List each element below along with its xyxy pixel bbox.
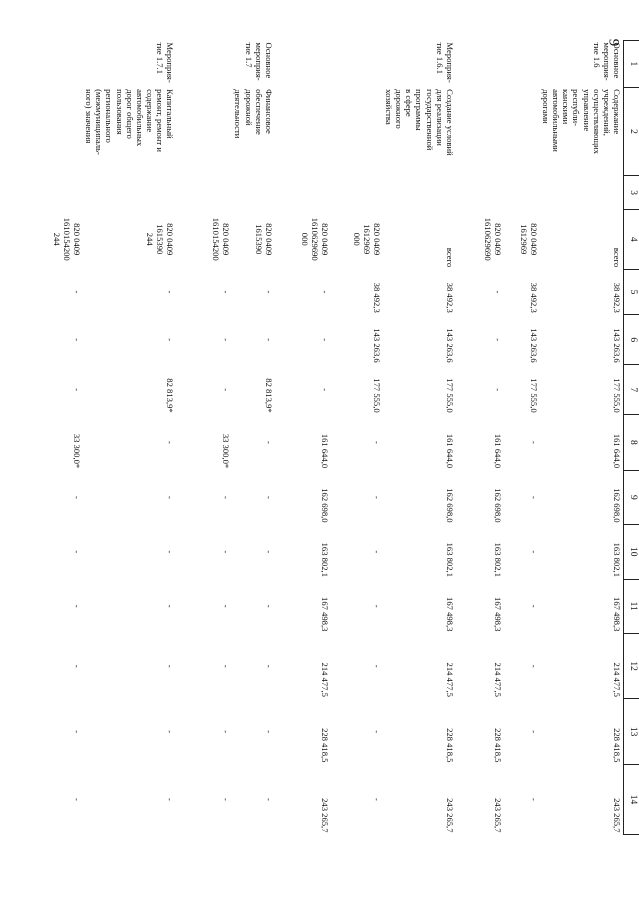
table-cell-col13: 228 418,5 <box>492 728 503 763</box>
table-cell-col3 <box>464 176 504 209</box>
table-cell-col12: - <box>528 664 539 668</box>
table-cell-col12: - <box>165 664 176 668</box>
table-cell-col4: 820 0409 1615390 244 <box>145 223 176 256</box>
table-cell-col2: Финансовое обеспечение дорожной деятельности <box>233 89 274 139</box>
table-cell-col14: - <box>165 798 176 801</box>
header-cell: 5 <box>624 269 639 315</box>
table-cell-col5: - <box>492 290 503 294</box>
table-cell-col13: - <box>72 730 83 734</box>
table-cell-col14: 243 265,7 <box>612 798 622 833</box>
table-cell-col4: 820 0409 1610154200 244 <box>51 217 83 261</box>
table-cell-col2 <box>504 87 540 176</box>
table-cell-col13: - <box>528 730 539 734</box>
table-cell-col9: 162 698,0 <box>612 488 622 523</box>
header-cell: 2 <box>624 87 639 176</box>
table-cell-col3 <box>540 176 624 209</box>
table-cell-col6: 143 263,6 <box>612 328 622 363</box>
table-cell-col4: 820 0409 1612969 <box>518 223 539 256</box>
header-cell: 8 <box>624 415 639 471</box>
rotated-page <box>51 40 639 835</box>
table-row <box>232 41 283 835</box>
table-cell-col11: - <box>263 604 274 608</box>
table-cell-col7: - <box>72 388 83 392</box>
table-cell-col2: Содержание учреждений, осуществляющих управление республи- канскими автомобильными дорогами <box>541 89 622 154</box>
table-cell-col4: 820 0409 1610154200 <box>211 217 232 261</box>
table-cell-col7: 177 555,0 <box>444 378 455 413</box>
table-cell-col14: 243 265,7 <box>492 798 503 833</box>
table-cell-col10: - <box>371 550 382 554</box>
header-cell: 10 <box>624 525 639 579</box>
table-cell-col10: 163 802,1 <box>319 542 330 577</box>
table-cell-col6: - <box>165 338 176 342</box>
table-cell-col2: Капитальный ремонт, ремонт и содержание автомобильных дорог общего пользования регионального (межмуниципаль- ного) значения <box>84 89 176 155</box>
table-cell-col10: - <box>72 550 83 554</box>
table-row <box>33 41 83 835</box>
table-cell-col12: - <box>263 664 274 668</box>
table-cell-col1: Основное мероприя- тие 1.6 <box>591 42 622 81</box>
table-cell-col7: 177 555,0 <box>612 378 622 413</box>
table-body <box>33 38 623 835</box>
header-cell: 7 <box>624 365 639 415</box>
table-cell-col14: - <box>371 798 382 801</box>
table-cell-col6: - <box>319 338 330 342</box>
table-cell-col6: 143 263,6 <box>371 328 382 363</box>
table-cell-col1 <box>504 41 540 88</box>
table-cell-col6: - <box>492 338 503 342</box>
table-row <box>331 41 383 835</box>
table-row <box>464 41 504 835</box>
table-cell-col1: Мероприя- тие 1.7.1 <box>155 42 176 83</box>
header-cell: 9 <box>624 470 639 524</box>
header-cell: 12 <box>624 633 639 699</box>
table-row <box>383 41 464 835</box>
header-cell: 6 <box>624 315 639 365</box>
table-cell-col9: - <box>371 495 382 499</box>
table-cell-col8: 161 644,0 <box>612 433 622 469</box>
table-cell-col10: 163 802,1 <box>492 542 503 577</box>
table-cell-col1 <box>283 41 331 88</box>
table-cell-col6: - <box>72 338 83 342</box>
table-cell-col14: - <box>72 798 83 801</box>
table-cell-col2 <box>464 87 504 176</box>
table-cell-col5: - <box>165 290 176 294</box>
table-row <box>184 41 232 835</box>
table-cell-col3 <box>504 176 540 209</box>
table-cell-col9: - <box>221 495 232 499</box>
table-cell-col1 <box>33 41 83 88</box>
table-cell-col11: 167 498,3 <box>492 597 503 632</box>
table-cell-col3 <box>232 176 283 209</box>
table-cell-col7: - <box>319 388 330 392</box>
table-cell-col4: всего <box>612 247 622 268</box>
table-cell-col8: - <box>528 440 539 444</box>
table-cell-col5: - <box>263 290 274 294</box>
table-cell-col14: 243 265,7 <box>444 798 455 833</box>
table-cell-col5: - <box>319 290 330 294</box>
table-cell-col10: - <box>221 550 232 554</box>
table-cell-col5: - <box>221 290 232 294</box>
table-cell-col14: - <box>528 798 539 801</box>
table-cell-col6: - <box>263 338 274 342</box>
table-cell-col7: 177 555,0 <box>528 378 539 413</box>
table-row <box>540 41 624 835</box>
header-cell: 14 <box>624 764 639 834</box>
table-cell-col11: - <box>221 604 232 608</box>
table-cell-col12: 214 477,5 <box>319 662 330 697</box>
table-cell-col7: - <box>492 388 503 392</box>
table-cell-col14: 243 265,7 <box>319 798 330 833</box>
table-cell-col8: 161 644,0 <box>444 433 455 469</box>
table-cell-col8: 161 644,0 <box>319 433 330 469</box>
table-cell-col10: 163 802,1 <box>444 542 455 577</box>
table-cell-col11: - <box>72 604 83 608</box>
table-row <box>83 41 184 835</box>
table-cell-col13: - <box>165 730 176 734</box>
table-cell-col1 <box>331 41 383 88</box>
table-cell-col8: 33 300,0* <box>72 433 83 469</box>
table-cell-col11: 167 498,3 <box>319 597 330 632</box>
budget-table <box>33 40 639 835</box>
table-cell-col9: - <box>72 495 83 499</box>
table-cell-col14: - <box>221 798 232 801</box>
table-cell-col12: 214 477,5 <box>612 662 622 697</box>
table-cell-col3 <box>283 176 331 209</box>
table-cell-col10: - <box>165 550 176 554</box>
table-cell-col11: 167 498,3 <box>612 597 622 632</box>
table-cell-col2 <box>33 87 83 176</box>
table-cell-col3 <box>383 176 464 209</box>
table-cell-col7: 82 813,9* <box>263 378 274 413</box>
table-cell-col10: - <box>263 550 274 554</box>
table-cell-col5: 38 492,3 <box>371 282 382 313</box>
table-cell-col13: 228 418,5 <box>319 728 330 763</box>
table-cell-col1 <box>464 41 504 88</box>
table-row <box>504 41 540 835</box>
table-cell-col4: 820 0409 1615390 <box>253 223 274 256</box>
table-cell-col2 <box>184 87 232 176</box>
table-cell-col14: - <box>263 798 274 801</box>
table-cell-col3 <box>331 176 383 209</box>
table-cell-col8: - <box>165 440 176 444</box>
table-cell-col4: 820 0409 1612969 000 <box>351 223 382 256</box>
table-cell-col5: 38 492,3 <box>528 282 539 313</box>
header-cell: 1 <box>624 41 639 88</box>
table-cell-col12: - <box>221 664 232 668</box>
table-cell-col11: - <box>528 604 539 608</box>
table-cell-col4: 820 0409 1610629690 000 <box>299 217 330 261</box>
table-cell-col5: 38 492,3 <box>612 282 622 313</box>
table-cell-col11: - <box>371 604 382 608</box>
page-number: 9 <box>605 38 622 47</box>
table-cell-col13: - <box>263 730 274 734</box>
table-cell-col8: - <box>371 440 382 444</box>
table-cell-col9: 162 698,0 <box>444 488 455 523</box>
table-cell-col8: 33 300,0* <box>221 433 232 469</box>
table-cell-col1 <box>184 41 232 88</box>
table-cell-col6: 143 263,6 <box>444 328 455 363</box>
table-cell-col8: 161 644,0 <box>492 433 503 469</box>
table-cell-col6: - <box>221 338 232 342</box>
header-row <box>624 41 639 835</box>
table-cell-col4: всего <box>444 247 455 268</box>
table-cell-col9: 162 698,0 <box>492 488 503 523</box>
table-cell-col3 <box>83 176 184 209</box>
table-cell-col11: - <box>165 604 176 608</box>
table-cell-col13: - <box>371 730 382 734</box>
header-cell: 13 <box>624 699 639 765</box>
table-cell-col1: Основное мероприя- тие 1.7 <box>243 42 274 81</box>
table-cell-col13: 228 418,5 <box>444 728 455 763</box>
table-cell-col12: - <box>371 664 382 668</box>
table-cell-col1: Мероприя- тие 1.6.1 <box>434 42 455 83</box>
table-cell-col9: - <box>528 495 539 499</box>
table-cell-col13: 228 418,5 <box>612 728 622 763</box>
table-cell-col2: Создание условий для реализации государственной программы в сфере дорожного хозяйства <box>384 89 455 156</box>
table-cell-col9: - <box>165 495 176 499</box>
table-cell-col3 <box>33 176 83 209</box>
table-cell-col4: 820 0409 1610629690 <box>482 217 503 261</box>
table-cell-col6: 143 263,6 <box>528 328 539 363</box>
table-row <box>283 41 331 835</box>
table-cell-col12: 214 477,5 <box>444 662 455 697</box>
table-cell-col5: - <box>72 290 83 294</box>
table-cell-col9: 162 698,0 <box>319 488 330 523</box>
table-cell-col8: - <box>263 440 274 444</box>
header-cell: 3 <box>624 176 639 209</box>
header-cell: 11 <box>624 579 639 633</box>
table-cell-col5: 38 492,3 <box>444 282 455 313</box>
table-cell-col13: - <box>221 730 232 734</box>
table-cell-col11: 167 498,3 <box>444 597 455 632</box>
table-cell-col10: - <box>528 550 539 554</box>
table-cell-col12: 214 477,5 <box>492 662 503 697</box>
table-cell-col2 <box>331 87 383 176</box>
table-cell-col12: - <box>72 664 83 668</box>
table-cell-col2 <box>283 87 331 176</box>
table-cell-col7: 82 813,9* <box>165 378 176 413</box>
table-cell-col7: - <box>221 388 232 392</box>
table-cell-col10: 163 802,1 <box>612 542 622 577</box>
table-cell-col3 <box>184 176 232 209</box>
header-cell: 4 <box>624 209 639 269</box>
table-cell-col9: - <box>263 495 274 499</box>
table-cell-col7: 177 555,0 <box>371 378 382 413</box>
